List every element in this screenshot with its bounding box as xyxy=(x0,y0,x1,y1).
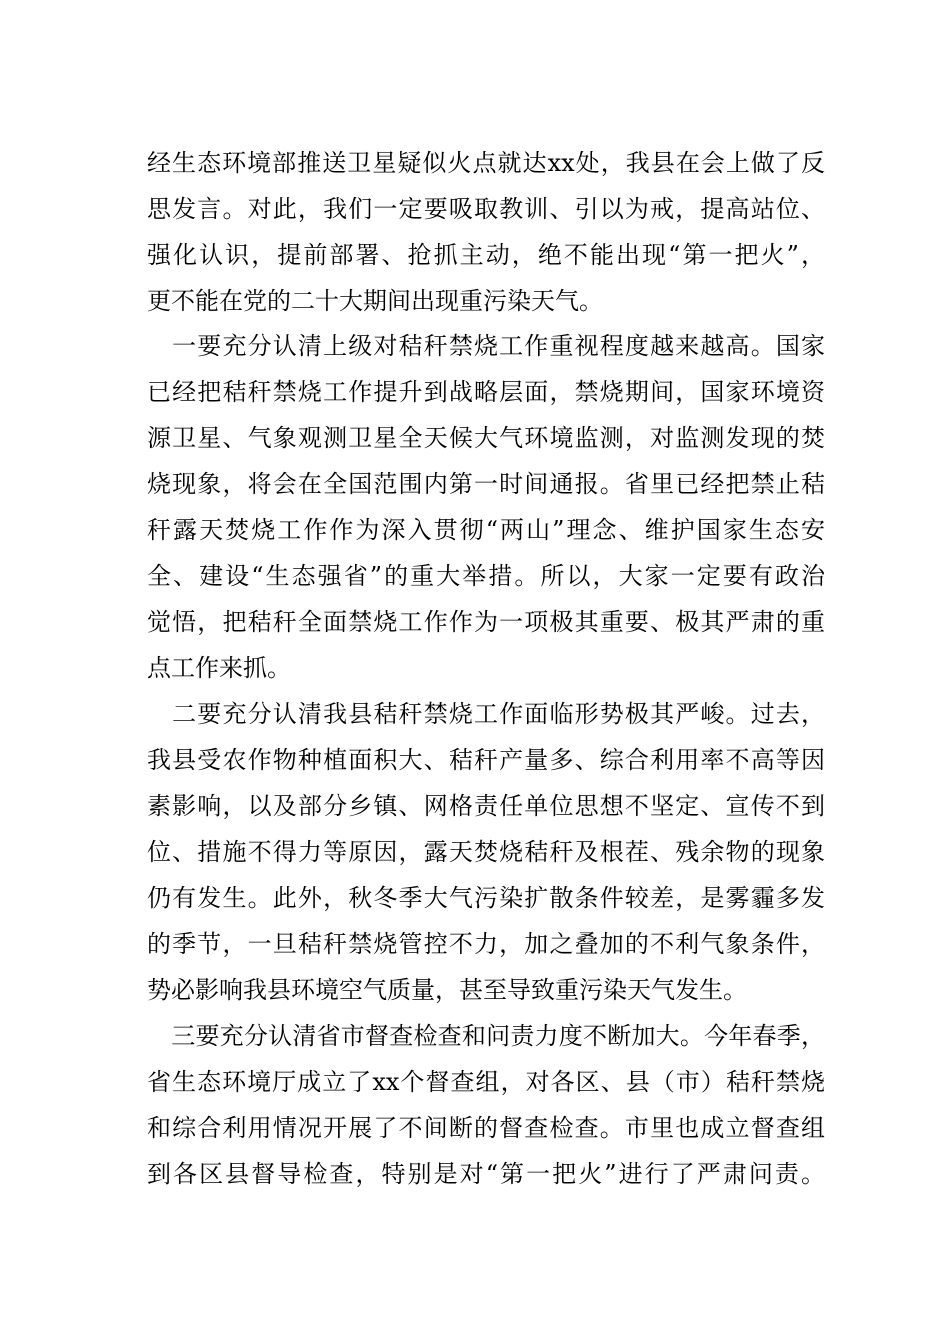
text-line: 三要充分认清省市督查检查和问责力度不断加大。今年春季， xyxy=(147,1022,825,1050)
text-line: 源卫星、气象观测卫星全天候大气环境监测，对监测发现的焚 xyxy=(147,424,825,452)
text-line: 到各区县督导检查，特别是对“第一把火”进行了严肃问责。 xyxy=(147,1160,825,1188)
text-line: 素影响，以及部分乡镇、网格责任单位思想不坚定、宣传不到 xyxy=(147,792,825,820)
text-line: 秆露天焚烧工作作为深入贯彻“两山”理念、维护国家生态安 xyxy=(147,516,825,544)
text-line: 经生态环境部推送卫星疑似火点就达xx处，我县在会上做了反 xyxy=(147,149,825,177)
text-line: 一要充分认清上级对秸秆禁烧工作重视程度越来越高。国家 xyxy=(147,332,825,360)
text-line: 思发言。对此，我们一定要吸取教训、引以为戒，提高站位、 xyxy=(147,195,825,223)
text-line: 省生态环境厅成立了xx个督查组，对各区、县（市）秸秆禁烧 xyxy=(147,1068,825,1096)
text-line: 已经把秸秆禁烧工作提升到战略层面，禁烧期间，国家环境资 xyxy=(147,378,825,406)
text-line: 仍有发生。此外，秋冬季大气污染扩散条件较差，是雾霾多发 xyxy=(147,884,825,912)
text-line: 二要充分认清我县秸秆禁烧工作面临形势极其严峻。过去， xyxy=(147,700,825,728)
text-line: 强化认识，提前部署、抢抓主动，绝不能出现“第一把火”， xyxy=(147,241,825,269)
text-line: 烧现象，将会在全国范围内第一时间通报。省里已经把禁止秸 xyxy=(147,470,825,498)
text-line: 和综合利用情况开展了不间断的督查检查。市里也成立督查组 xyxy=(147,1114,825,1142)
text-line: 的季节，一旦秸秆禁烧管控不力，加之叠加的不利气象条件， xyxy=(147,930,825,958)
text-line: 势必影响我县环境空气质量，甚至导致重污染天气发生。 xyxy=(147,976,747,1004)
text-line: 位、措施不得力等原因，露天焚烧秸秆及根茬、残余物的现象 xyxy=(147,838,825,866)
text-line: 更不能在党的二十大期间出现重污染天气。 xyxy=(147,287,603,315)
text-line: 我县受农作物种植面积大、秸秆产量多、综合利用率不高等因 xyxy=(147,746,825,774)
text-line: 觉悟，把秸秆全面禁烧工作作为一项极其重要、极其严肃的重 xyxy=(147,608,825,636)
text-line: 全、建设“生态强省”的重大举措。所以，大家一定要有政治 xyxy=(147,562,825,590)
text-line: 点工作来抓。 xyxy=(147,654,291,682)
